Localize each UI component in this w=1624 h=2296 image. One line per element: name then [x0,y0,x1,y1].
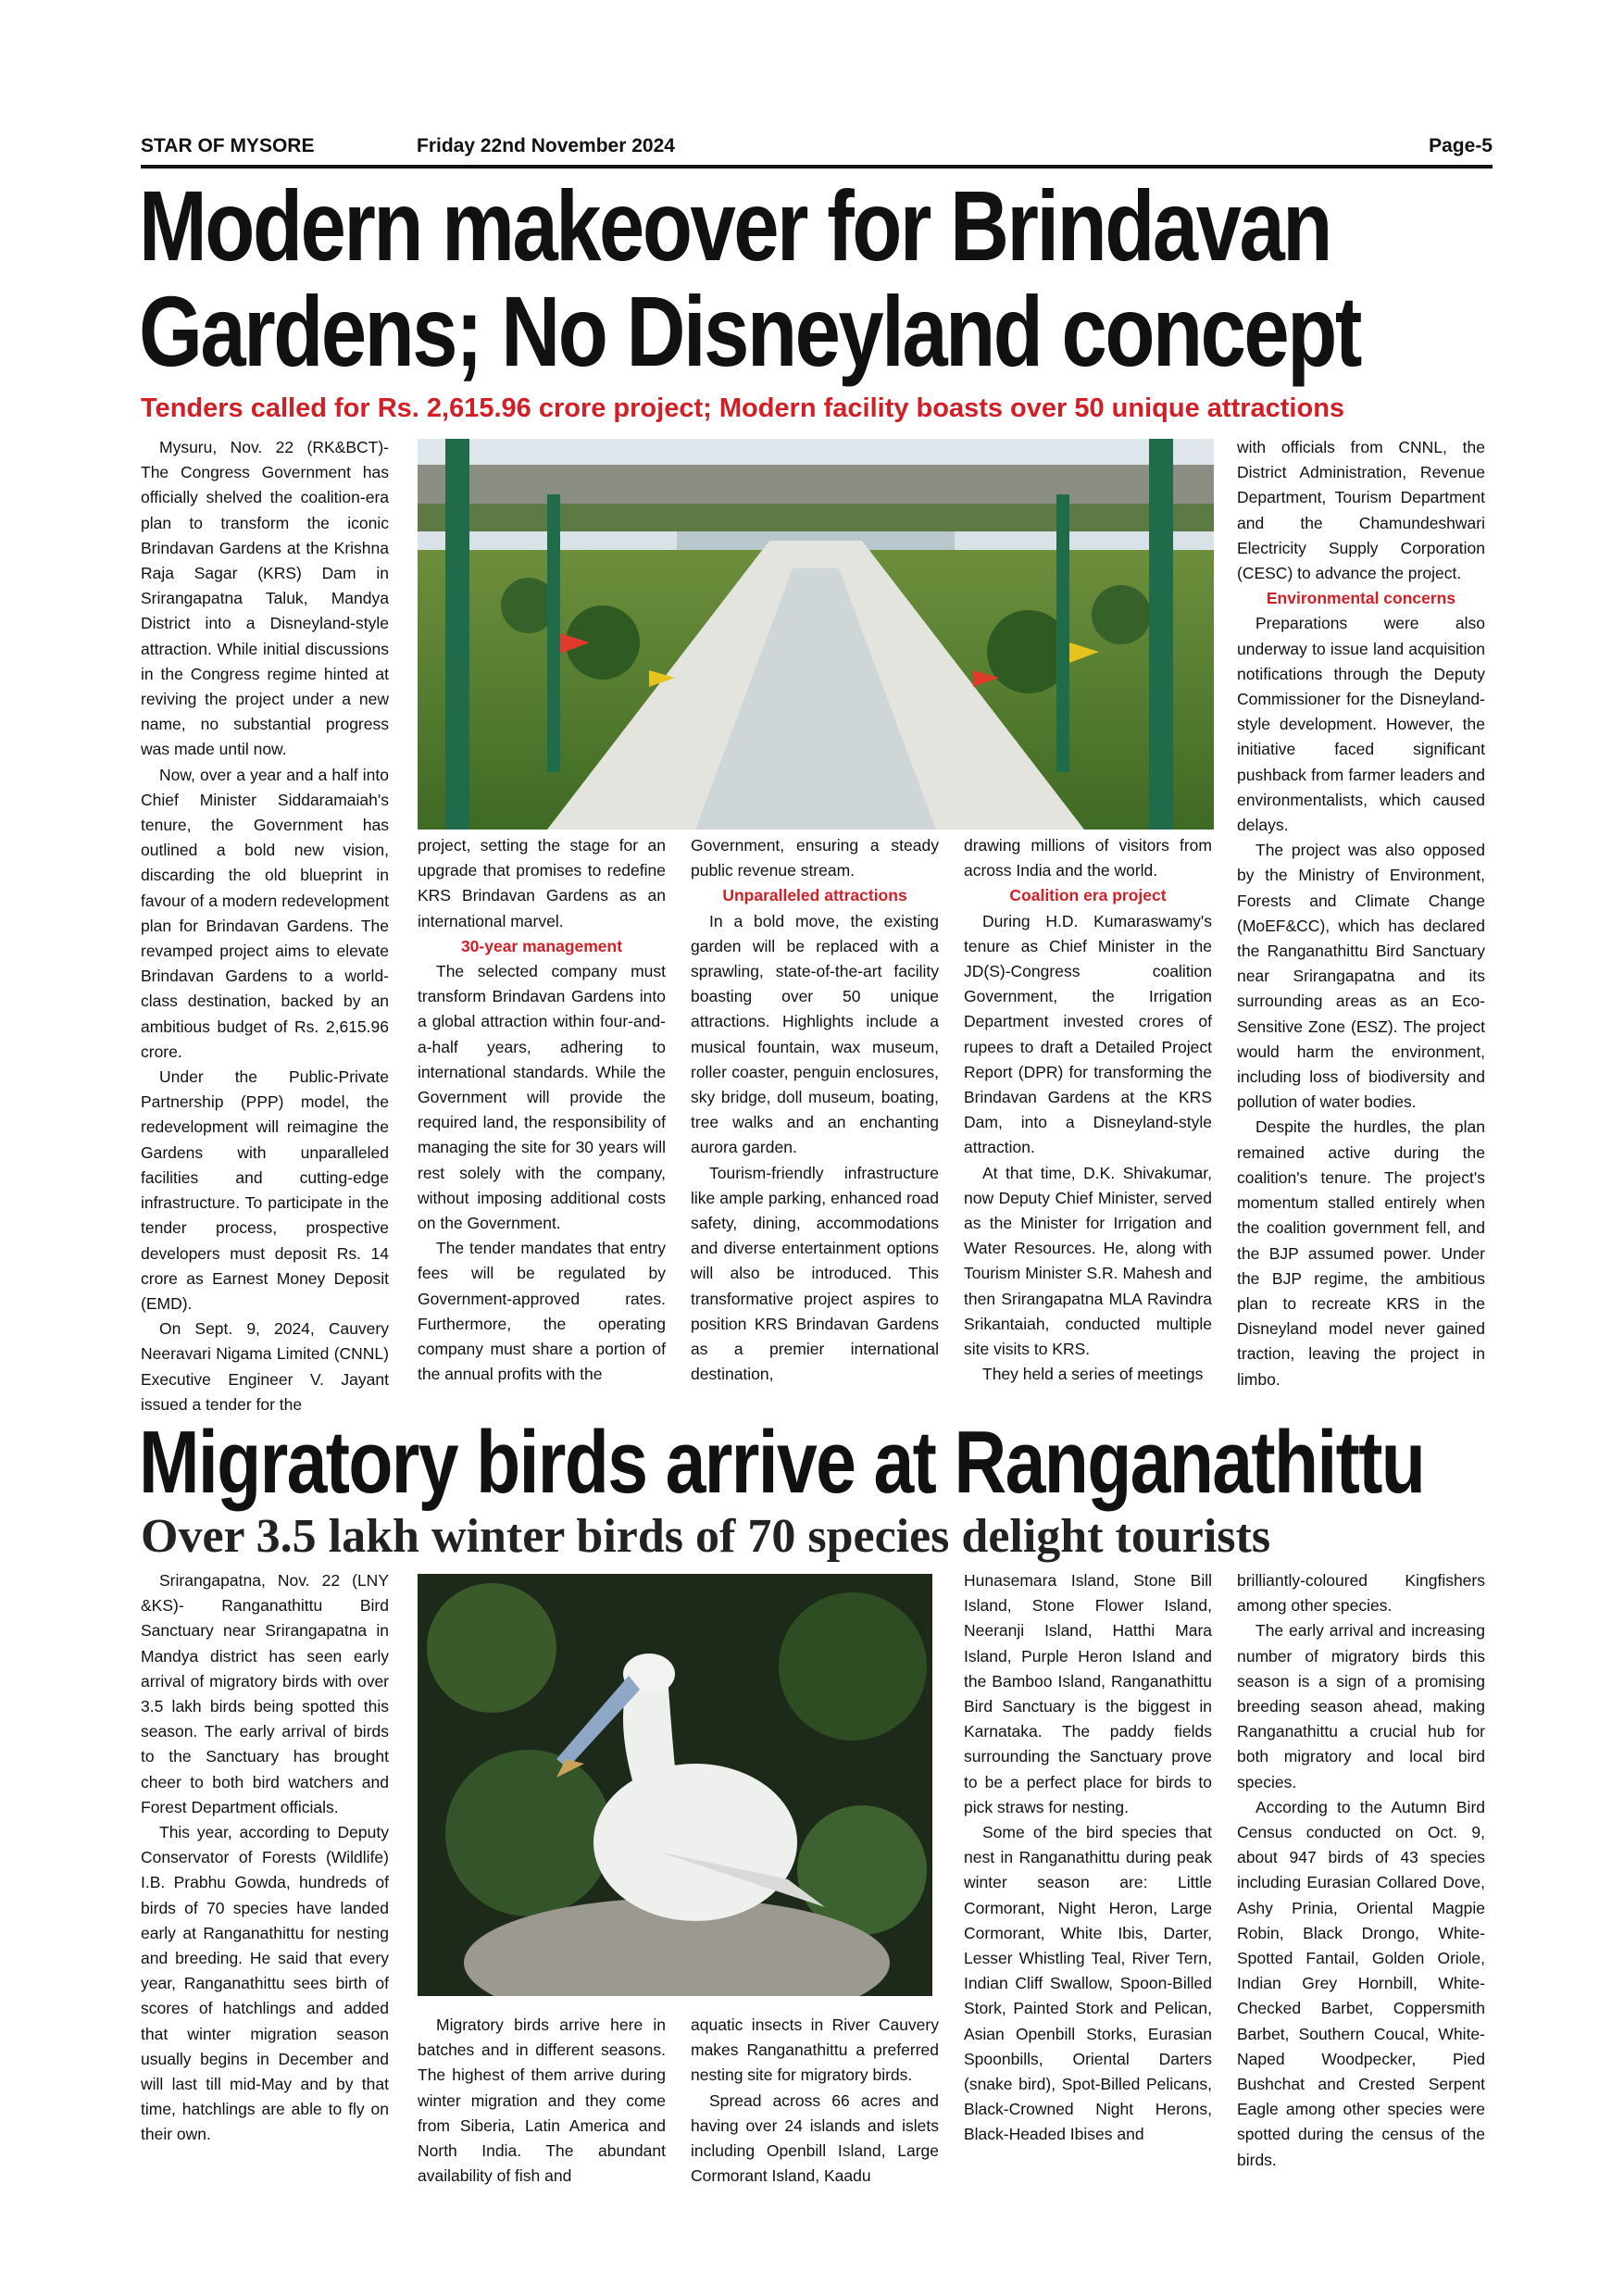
pelican-photo [418,1574,932,1996]
paragraph: In a bold move, the existing garden will be replaced with a sprawling, state-of-the-art facility boasting over 50 unique attractions. Highlights include a musical fountain, wax museum, roller coaster, penguin enclosures, sky bridge, doll museum, boating, tree walks and an enchanting aurora garden. [691,911,939,1157]
paragraph: The project was also opposed by the Ministry of Environment, Forests and Climate Change (MoEF&CC), which has declared the Ranganathittu Bird Sanctuary near Srirangapatna and its surrounding areas as an Eco-Sensitive Zone (ESZ). The project would harm the environment, including loss of biodiversity and pollution of water bodies. [1237,841,1485,1112]
page-number: Page-5 [1429,135,1493,156]
article2-subhead: Over 3.5 lakh winter birds of 70 species delight tourists [141,1510,1271,1563]
article1-column-2 [418,833,666,1387]
paragraph: Tourism-friendly infrastructure like ample parking, enhanced road safety, dining, accommodations and diverse entertainment options will also be introduced. This transformative project aspires to position KRS Brindavan Gardens as a premier international destination, [691,1163,939,1384]
paragraph: Migratory birds arrive here in batches and in different seasons. The highest of them arrive during winter migration and they come from Siberia, Latin America and North India. The abundant availability of fish and [418,2015,666,2186]
paragraph: drawing millions of visitors from across India and the world. [964,836,1212,880]
pelican-illustration [418,1574,932,1996]
article2-column-3 [691,2013,939,2189]
article2-headline: Migratory birds arrive at Ranganathittu [139,1413,1425,1512]
paragraph: Preparations were also underway to issue land acquisition notifications through the Deputy Commissioner for the Disneyland-style development. However, the initiative faced significant pushback from farmer leaders and environmentalists, which caused delays. [1237,614,1485,835]
article2-column-2 [418,2013,666,2189]
section-heading: Unparalleled attractions [722,886,907,905]
brindavan-gardens-photo [418,439,1214,830]
newspaper-name: STAR OF MYSORE [141,135,315,156]
section-heading: Environmental concerns [1266,589,1456,608]
paragraph: Now, over a year and a half into Chief Minister Siddaramaiah's tenure, the Government has outlined a bold new vision, discarding the old blueprint in favour of a modern redevelopment plan for Brindavan Gardens. The revamped project aims to elevate Brindavan Gardens to a world-class destination, backed by an ambitious budget of Rs. 2,615.96 crore. [141,765,389,1061]
paragraph: Government, ensuring a steady public revenue stream. [691,836,939,880]
masthead-rule [141,165,1493,168]
paragraph: Under the Public-Private Partnership (PPP) model, the redevelopment will reimagine the Gardens with unparalleled facilities and cutting-edge infrastructure. To participate in the tender process, prospective developers must deposit Rs. 14 crore as Earnest Money Deposit (EMD). [141,1067,389,1313]
headline-line-1: Modern makeover for Brindavan [139,169,1330,281]
masthead [141,135,1493,163]
paragraph: brilliantly-coloured Kingfishers among other species. [1237,1571,1485,1616]
article2-column-5 [1237,1568,1485,2173]
paragraph: Spread across 66 acres and having over 24 islands and islets including Openbill Island, Large Cormorant Island, Kaadu [691,2090,939,2186]
paragraph: project, setting the stage for an upgrade that promises to redefine KRS Brindavan Gardens as an international marvel. [418,836,666,930]
paragraph: Despite the hurdles, the plan remained active during the coalition's tenure. The project's momentum stalled entirely when the coalition government fell, and the BJP assumed power. Under the BJP regime, the ambitious plan to recreate KRS in the Disneyland model never gained traction, leaving the project in limbo. [1237,1117,1485,1389]
paragraph: On Sept. 9, 2024, Cauvery Neeravari Nigama Limited (CNNL) Executive Engineer V. Jayant issued a tender for the [141,1319,389,1414]
paragraph: According to the Autumn Bird Census conducted on Oct. 9, about 947 birds of 43 species including Eurasian Collared Dove, Ashy Prinia, Oriental Magpie Robin, Black Drongo, White-Spotted Fantail, Golden Oriole, Indian Grey Hornbill, White-Checked Barbet, Coppersmith Barbet, Southern Coucal, White-Naped Woodpecker, Pied Bushchat and Crested Serpent Eagle among other species were spotted during the census of the birds. [1237,1797,1485,2169]
paragraph: At that time, D.K. Shivakumar, now Deputy Chief Minister, served as the Minister for Irrigation and Water Resources. He, along with Tourism Minister S.R. Mahesh and then Srirangapatna MLA Ravindra Srikantaiah, conducted multiple site visits to KRS. [964,1163,1212,1359]
paragraph: This year, according to Deputy Conservator of Forests (Wildlife) I.B. Prabhu Gowda, hundreds of birds of 70 species have landed early at Ranganathittu for nesting and breeding. He said that every year, Ranganathittu sees birth of scores of hatchlings and added that winter migration season usually begins in December and will last till mid-May and by that time, hatchlings are able to fly on their own. [141,1823,389,2144]
paragraph: Mysuru, Nov. 22 (RK&BCT)- The Congress Government has officially shelved the coalition-era plan to transform the iconic Brindavan Gardens at the Krishna Raja Sagar (KRS) Dam in Srirangapatna Taluk, Mandya District into a Disneyland-style attraction. While initial discussions in the Congress regime hinted at reviving the project under a new name, no substantial progress was made until now. [141,438,389,759]
issue-date: Friday 22nd November 2024 [417,135,675,156]
paragraph: Hunasemara Island, Stone Bill Island, Stone Flower Island, Neeranji Island, Hatthi Mara Island, Purple Heron Island and the Bamboo Island, Ranganathittu Bird Sanctuary is the biggest in Karnataka. The paddy fields surrounding the Sanctuary prove to be a perfect place for birds to pick straws for nesting. [964,1571,1212,1816]
paragraph: The early arrival and increasing number of migratory birds this season is a sign of a promising breeding season ahead, making Ranganathittu a crucial hub for both migratory and local bird species. [1237,1621,1485,1791]
paragraph: The tender mandates that entry fees will be regulated by Government-approved rates. Furthermore, the operating company must share a portion of the annual profits with the [418,1239,666,1384]
article1-subhead: Tenders called for Rs. 2,615.96 crore project; Modern facility boasts over 50 unique attractions [141,393,1345,423]
article1-column-4 [964,833,1212,1387]
paragraph: During H.D. Kumaraswamy's tenure as Chief Minister in the JD(S)-Congress coalition Government, the Irrigation Department invested crores of rupees to draft a Detailed Project Report (DPR) for transforming the Brindavan Gardens at the KRS Dam, into a Disneyland-style attraction. [964,911,1212,1157]
headline-line-2: Gardens; No Disneyland concept [139,275,1360,387]
paragraph: aquatic insects in River Cauvery makes Ranganathittu a preferred nesting site for migratory birds. [691,2015,939,2085]
article1-column-1 [141,435,389,1417]
section-heading: 30-year management [460,936,623,955]
paragraph: Srirangapatna, Nov. 22 (LNY &KS)- Ranganathittu Bird Sanctuary near Srirangapatna in Mandya district has seen early arrival of migratory birds with over 3.5 lakh birds being spotted this season. The early arrival of birds to the Sanctuary has brought cheer to both bird watchers and Forest Department officials. [141,1571,389,1816]
garden-illustration [418,439,1214,830]
paragraph: Some of the bird species that nest in Ranganathittu during peak winter season are: Little Cormorant, Night Heron, Large Cormorant, White Ibis, Darter, Lesser Whistling Teal, River Tern, Indian Cliff Swallow, Spoon-Billed Stork, Painted Stork and Pelican, Asian Openbill Storks, Eurasian Spoonbills, Oriental Darters (snake bird), Spot-Billed Pelicans, Black-Crowned Night Herons, Black-Headed Ibises and [964,1823,1212,2144]
article1-column-3 [691,833,939,1387]
article1-column-5 [1237,435,1485,1392]
paragraph: They held a series of meetings [982,1365,1204,1384]
article2-column-1 [141,1568,389,2148]
section-heading: Coalition era project [1009,886,1167,905]
article2-column-4 [964,1568,1212,2148]
paragraph: with officials from CNNL, the District Administration, Revenue Department, Tourism Department and the Chamundeshwari Electricity Supply Corporation (CESC) to advance the project. [1237,438,1485,583]
paragraph: The selected company must transform Brindavan Gardens into a global attraction within four-and-a-half years, adhering to international standards. While the Government will provide the required land, the responsibility of managing the site for 30 years will rest solely with the company, without imposing additional costs on the Government. [418,962,666,1233]
